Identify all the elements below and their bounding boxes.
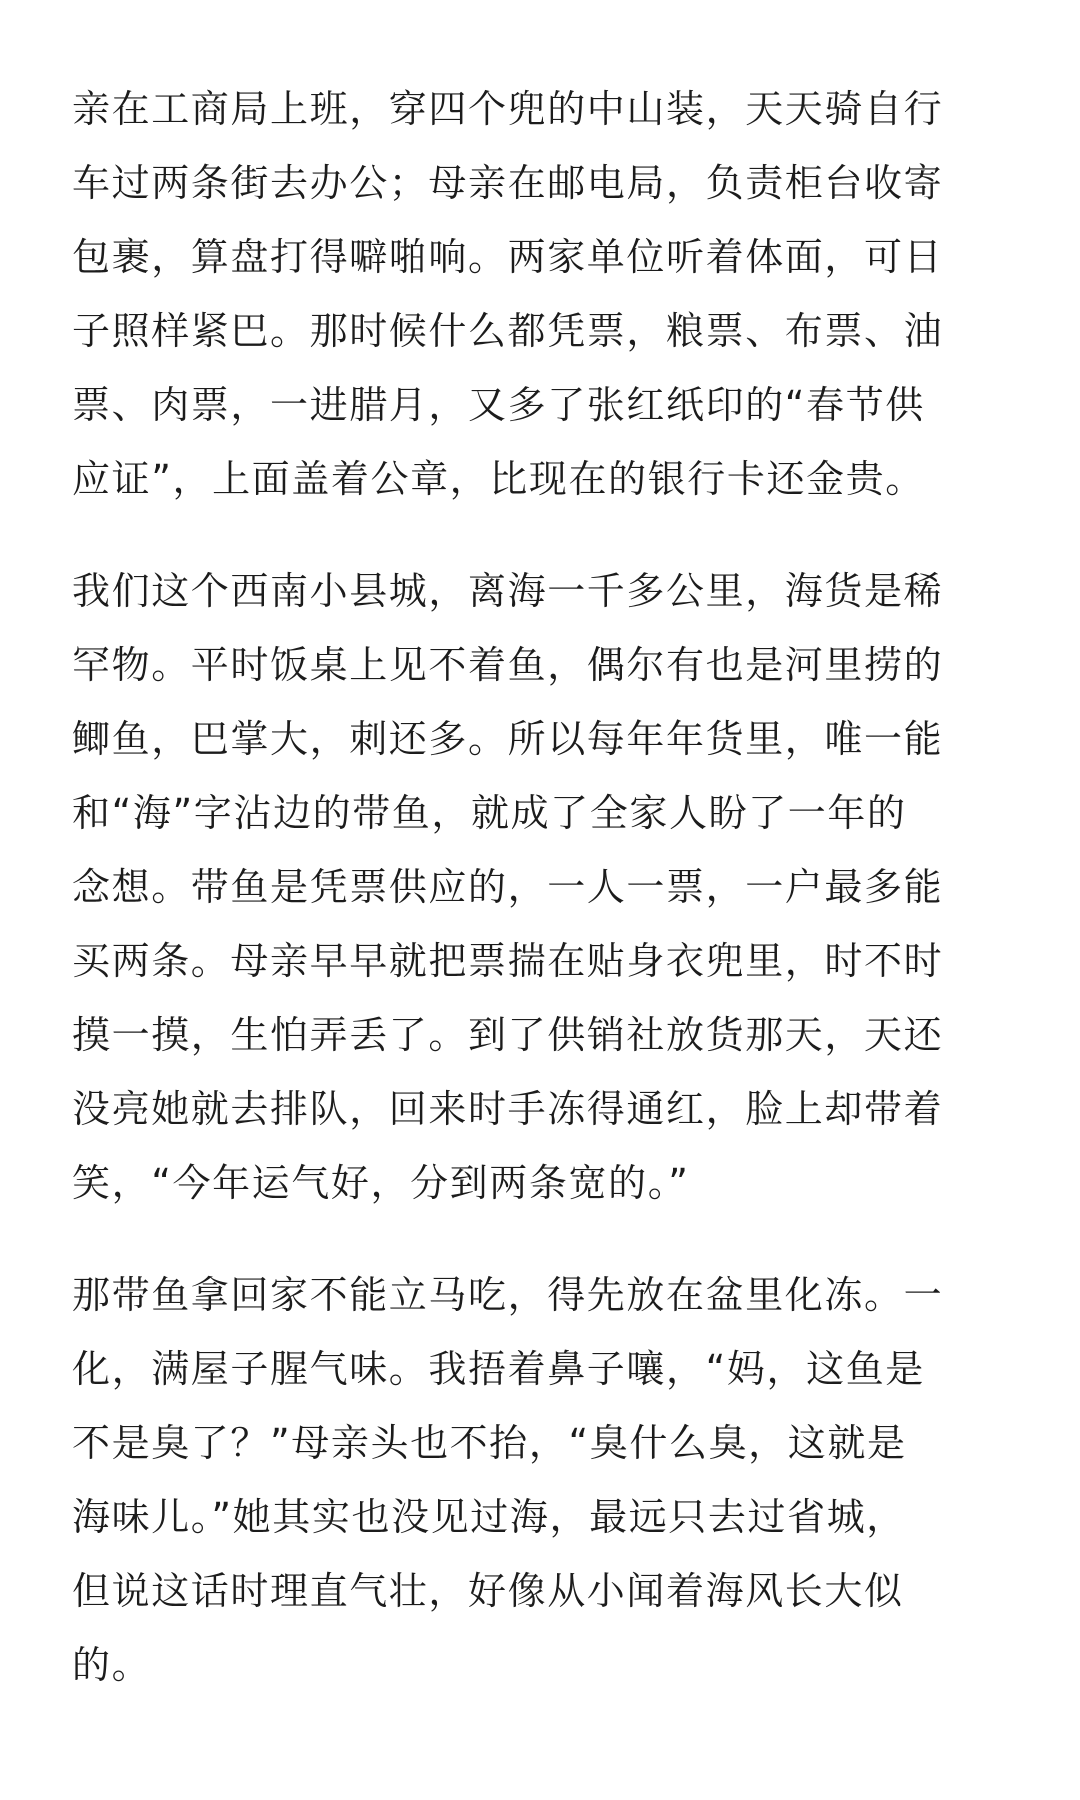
text-line: 没亮她就去排队，回来时手冻得通红，脸上却带着 — [72, 1087, 944, 1131]
text-line: 鲫鱼，巴掌大，刺还多。所以每年年货里，唯一能 — [72, 717, 944, 761]
text-line: 化，满屋子腥气味。我捂着鼻子嚷，“妈，这鱼是 — [72, 1347, 925, 1391]
text-line: 子照样紧巴。那时候什么都凭票，粮票、布票、油 — [72, 309, 944, 353]
text-line: 包裹，算盘打得噼啪响。两家单位听着体面，可日 — [72, 235, 944, 279]
text-line: 念想。带鱼是凭票供应的，一人一票，一户最多能 — [72, 865, 944, 909]
text-line: 笑，“今年运气好，分到两条宽的。” — [72, 1161, 690, 1205]
text-line: 罕物。平时饭桌上见不着鱼，偶尔有也是河里捞的 — [72, 643, 944, 687]
article-body — [72, 72, 1017, 1740]
text-line: 我们这个西南小县城，离海一千多公里，海货是稀 — [72, 569, 944, 613]
text-line: 应证”，上面盖着公章，比现在的银行卡还金贵。 — [72, 457, 925, 501]
paragraph-1 — [72, 72, 1017, 516]
paragraph-2 — [72, 554, 1017, 1220]
paragraph-3 — [72, 1258, 1017, 1702]
text-line: 海味儿。”她其实也没见过海，最远只去过省城， — [72, 1495, 906, 1539]
text-line: 但说这话时理直气壮，好像从小闻着海风长大似 — [72, 1569, 904, 1613]
text-line: 买两条。母亲早早就把票揣在贴身衣兜里，时不时 — [72, 939, 944, 983]
text-line: 不是臭了？”母亲头也不抬，“臭什么臭，这就是 — [72, 1421, 907, 1465]
text-line: 和“海”字沾边的带鱼，就成了全家人盼了一年的 — [72, 791, 907, 835]
text-line: 那带鱼拿回家不能立马吃，得先放在盆里化冻。一 — [72, 1273, 944, 1317]
text-line: 亲在工商局上班，穿四个兜的中山装，天天骑自行 — [72, 87, 944, 131]
text-line: 票、肉票，一进腊月，又多了张红纸印的“春节供 — [72, 383, 925, 427]
text-line: 车过两条街去办公；母亲在邮电局，负责柜台收寄 — [72, 161, 944, 205]
text-line: 摸一摸，生怕弄丢了。到了供销社放货那天，天还 — [72, 1013, 944, 1057]
text-line: 的。 — [72, 1643, 152, 1687]
